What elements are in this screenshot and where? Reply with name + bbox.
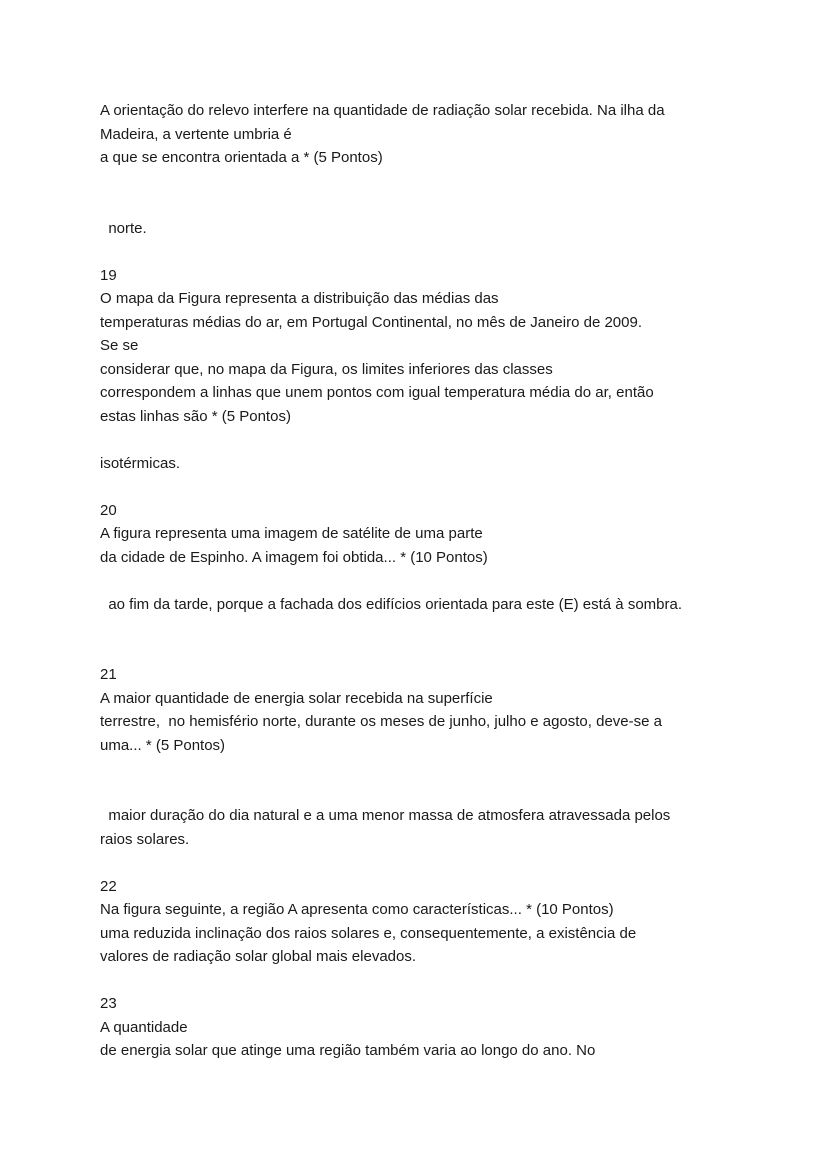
spacer xyxy=(100,969,760,993)
question-number: 21 xyxy=(100,666,117,683)
question-text: terrestre, no hemisfério norte, durante os meses de junho, julho e agosto, deve-se a xyxy=(100,713,662,730)
question-19 xyxy=(100,264,760,476)
question-number: 23 xyxy=(100,995,117,1012)
question-text: da cidade de Espinho. A imagem foi obtida... * (10 Pontos) xyxy=(100,548,488,566)
question-text: A figura representa uma imagem de satélite de uma parte xyxy=(100,525,483,542)
question-text: A quantidade xyxy=(100,1018,188,1036)
question-18 xyxy=(100,99,760,240)
question-text: valores de radiação solar global mais elevados. xyxy=(100,948,417,965)
question-20 xyxy=(100,499,760,617)
spacer xyxy=(100,616,760,663)
answer-text: norte. xyxy=(100,219,147,237)
answer-text: isotérmicas. xyxy=(100,454,181,472)
question-text: Madeira, a vertente umbria é xyxy=(100,125,292,143)
question-text: Se se xyxy=(100,337,139,354)
question-text: A orientação do relevo interfere na quantidade de radiação solar recebida. Na ilha da xyxy=(100,102,665,119)
document-page xyxy=(100,99,760,1063)
spacer xyxy=(100,428,760,452)
question-text: Na figura seguinte, a região A apresenta como características... * (10 Pontos) xyxy=(100,901,614,918)
answer-text: maior duração do dia natural e a uma menor massa de atmosfera atravessada pelos xyxy=(100,807,671,824)
spacer xyxy=(100,757,760,804)
question-23 xyxy=(100,992,760,1063)
question-text: uma... * (5 Pontos) xyxy=(100,736,226,754)
question-number: 22 xyxy=(100,877,117,895)
question-21 xyxy=(100,663,760,851)
question-text: O mapa da Figura representa a distribuição das médias das xyxy=(100,290,499,307)
spacer xyxy=(100,569,760,593)
question-text: temperaturas médias do ar, em Portugal Continental, no mês de Janeiro de 2009. xyxy=(100,313,642,331)
spacer xyxy=(100,475,760,499)
question-text: estas linhas são * (5 Pontos) xyxy=(100,407,291,425)
question-text: a que se encontra orientada a * (5 Pontos) xyxy=(100,149,383,166)
question-text: A maior quantidade de energia solar recebida na superfície xyxy=(100,689,493,707)
spacer xyxy=(100,240,760,264)
answer-text: ao fim da tarde, porque a fachada dos edifícios orientada para este (E) está à sombra. xyxy=(100,595,683,613)
question-text: correspondem a linhas que unem pontos com igual temperatura média do ar, então xyxy=(100,384,654,401)
question-22 xyxy=(100,875,760,969)
spacer xyxy=(100,851,760,875)
question-text: considerar que, no mapa da Figura, os limites inferiores das classes xyxy=(100,360,553,378)
spacer xyxy=(100,170,760,217)
question-number: 19 xyxy=(100,266,117,284)
question-text: uma reduzida inclinação dos raios solares e, consequentemente, a existência de xyxy=(100,924,637,942)
answer-text: raios solares. xyxy=(100,830,190,848)
question-number: 20 xyxy=(100,501,117,519)
question-text: de energia solar que atinge uma região também varia ao longo do ano. No xyxy=(100,1042,596,1059)
